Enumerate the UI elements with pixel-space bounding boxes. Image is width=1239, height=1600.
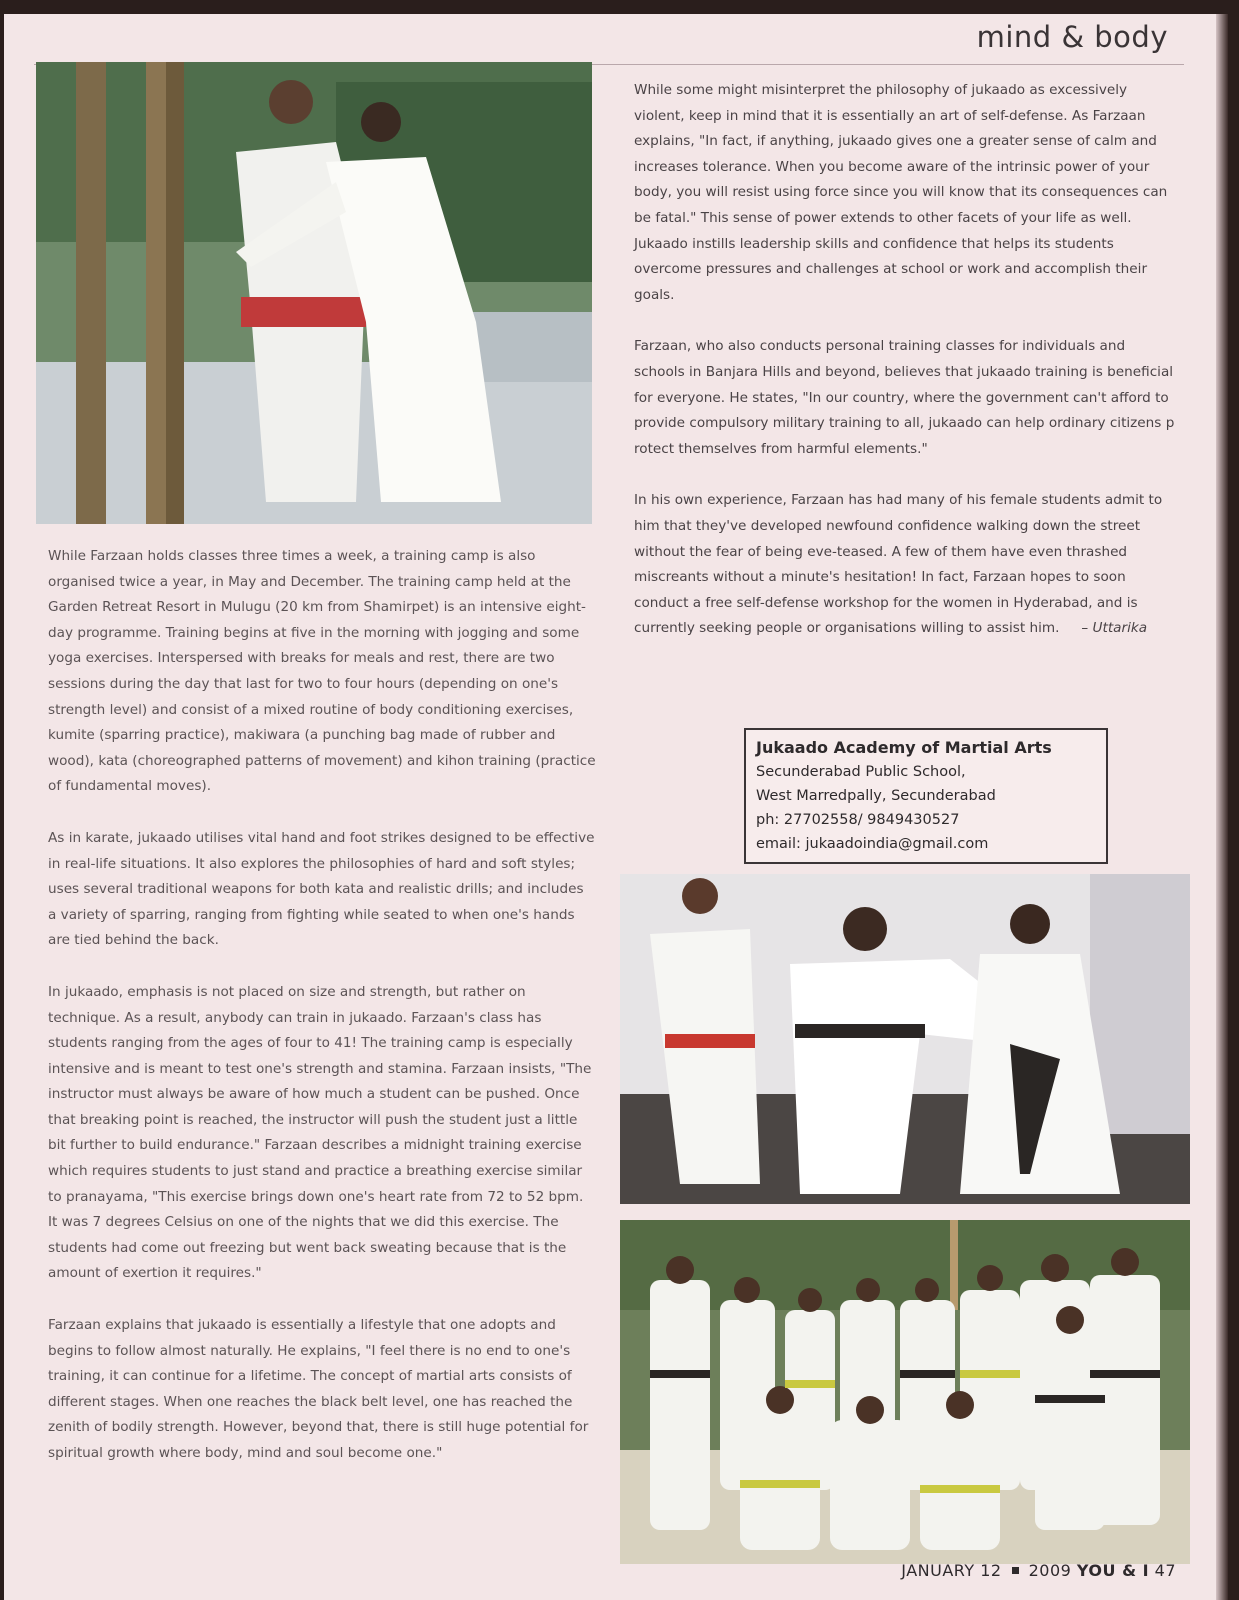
page-edge-shadow <box>1216 14 1228 1600</box>
left-paragraph-3: In jukaado, emphasis is not placed on size and strength, but rather on technique. As a result, anybody can train in jukaado. Farzaan's class has students ranging from the ages of four to 41! The training camp is especially intensive and is meant to test one's strength and stamina. Farzaan insists, "The instructor must always be aware of how much a student can be pushed. Once that breaking point is reached, the instructor will push the student just a little bit further to build endurance." Farzaan describes a midnight training exercise which requires students to just stand and practice a breathing exercise similar to pranayama, "This exercise brings down one's heart rate from 72 to 52 bpm. It was 7 degrees Celsius on one of the nights that we did this exercise. The students had come out freezing but went back sweating because that is the amount of exertion it requires." <box>48 983 592 1282</box>
right-paragraph-3 <box>634 488 1180 642</box>
page-number: 47 <box>1154 1561 1176 1580</box>
right-paragraph-1: While some might misinterpret the philosophy of jukaado as excessively violent, keep in mind that it is essentially an art of self-defense. As Farzaan explains, "In fact, if anything, jukaado gives one a greater sense of calm and increases tolerance. When you become aware of the intrinsic power of your body, you will resist using force since you will know that its consequences can be fatal." This sense of power extends to other facets of your life as well. Jukaado instills leadership skills and confidence that helps its students overcome pressures and challenges at school or work and accomplish their goals. <box>634 82 1168 303</box>
academy-phone: ph: 27702558/ 9849430527 <box>756 812 960 828</box>
issue-date: JANUARY 12 <box>901 1561 1002 1580</box>
right-paragraph-2: Farzaan, who also conducts personal training classes for individuals and schools in Banjara Hills and beyond, believes that jukaado training is beneficial for everyone. He states, "In our country, where the government can't afford to provide compulsory military training to all, jukaado can help ordinary citizens p rotect themselves from harmful elements." <box>634 338 1175 457</box>
photo-outdoor-training <box>36 62 592 524</box>
academy-info-box <box>744 728 1108 864</box>
left-paragraph-1: While Farzaan holds classes three times a week, a training camp is also organised twice a year, in May and December. The training camp held at the Garden Retreat Resort in Mulugu (20 km from Shamirpet) is an intensive eight-day programme. Training begins at five in the morning with jogging and some yoga exercises. Interspersed with breaks for meals and rest, there are two sessions during the day that last for two to four hours (depending on one's strength level) and consist of a mixed routine of body conditioning exercises, kumite (sparring practice), makiwara (a punching bag made of rubber and wood), kata (choreographed patterns of movement) and kihon training (practice of fundamental moves). <box>48 548 596 795</box>
right-column <box>634 78 1180 668</box>
academy-address-2: West Marredpally, Secunderabad <box>756 788 996 804</box>
academy-address-1: Secunderabad Public School, <box>756 764 966 780</box>
photo-group <box>620 1220 1190 1564</box>
issue-year: 2009 <box>1028 1561 1072 1580</box>
left-paragraph-2: As in karate, jukaado utilises vital hand and foot strikes designed to be effective in real-life situations. It also explores the philosophies of hard and soft styles; uses several traditional weapons for both kata and realistic drills; and includes a variety of sparring, ranging from fighting while seated to when one's hands are tied behind the back. <box>48 829 595 949</box>
academy-name: Jukaado Academy of Martial Arts <box>756 738 1052 757</box>
academy-email: email: jukaadoindia@gmail.com <box>756 836 989 852</box>
square-bullet-icon <box>1012 1567 1019 1574</box>
section-label: mind & body <box>976 20 1168 54</box>
publication-name: YOU & I <box>1076 1561 1150 1580</box>
page-footer <box>901 1561 1176 1580</box>
right-paragraph-3-text: In his own experience, Farzaan has had many of his female students admit to him that they've developed newfound confidence walking down the street without the fear of being eve-teased. A few of them have even thrashed miscreants without a minute's hesitation! In fact, Farzaan hopes to soon conduct a free self-defense workshop for the women in Hyderabad, and is currently seeking people or organisations willing to assist him. <box>634 492 1163 637</box>
left-column <box>48 544 596 1493</box>
photo-sparring <box>620 874 1190 1204</box>
magazine-page <box>4 14 1228 1600</box>
byline: – Uttarika <box>1081 620 1148 637</box>
left-paragraph-4: Farzaan explains that jukaado is essentially a lifestyle that one adopts and begins to follow almost naturally. He explains, "I feel there is no end to one's training, it can continue for a lifetime. The concept of martial arts consists of different stages. When one reaches the black belt level, one has reached the zenith of bodily strength. However, beyond that, there is still huge potential for spiritual growth where body, mind and soul become one." <box>48 1317 589 1461</box>
